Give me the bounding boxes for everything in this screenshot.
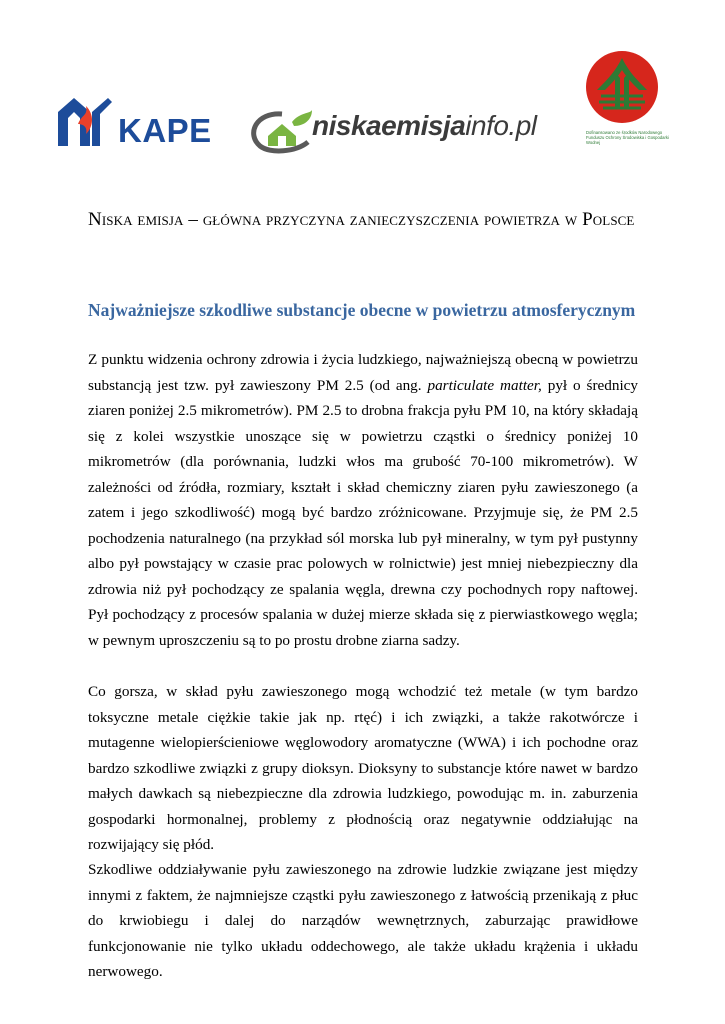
paragraph-1-after: pył o średnicy ziaren poniżej 2.5 mikrometrów). PM 2.5 to drobna frakcja pyłu PM 10, na który składają się z kolei wszystkie unoszące się w powietrzu cząstki o średnicy poniżej 10 mikrometrów (dla porównania, ludzki włos ma grubość 70-100 mikrometrów). W zależności od źródła, rozmiary, kształt i skład chemiczny ziaren pyłu zawieszonego (a zatem i jego szkodliwość) mogą być bardzo zróżnicowane. Przyjmuje się, że PM 2.5 pochodzenia naturalnego (na przykład sól morska lub pył mineralny, w tym pył pustynny albo pył powstający w czasie prac polowych w rolnictwie) jest mniej niebezpieczny dla zdrowia niż pył pochodzący ze spalania węgla, drewna czy pochodnych ropy naftowej. Pył pochodzący z procesów spalania w dużej mierze składa się z pierwiastkowego węgla; w pewnym uproszczeniu są to po prostu drobne ziarna sadzy. xyxy=(88,376,639,649)
paragraph-1-before: Z punktu widzenia ochrony zdrowia i życia ludzkiego, najważniejszą obecną w powietrzu substancją jest tzw. pył zawieszony PM 2.5 (od ang. xyxy=(88,351,638,394)
kape-logo-text: KAPE xyxy=(118,112,212,149)
nfosigw-logo-mark xyxy=(585,50,659,124)
niskaemisja-logo-text xyxy=(312,110,537,142)
logo-bar xyxy=(0,50,725,160)
paragraph-3: Szkodliwe oddziaływanie pyłu zawieszonego na zdrowie ludzkie związane jest między innymi z faktem, że najmniejsze cząstki pyłu zawieszonego z łatwością przenikają z płuc do krwiobiegu i dalej do narządów wewnętrznych, zaburzając prawidłowe funkcjonowanie nie tylko układu oddechowego, ale także układu krążenia i układu nerwowego. xyxy=(88,861,638,980)
niskaemisja-logo-light: info.pl xyxy=(465,110,537,141)
paragraph-1-italic: particulate matter, xyxy=(427,376,542,394)
document-title: Niska emisja – główna przyczyna zanieczyszczenia powietrza w Polsce xyxy=(88,209,635,230)
paragraph-1 xyxy=(88,347,638,653)
paragraph-2: Co gorsza, w skład pyłu zawieszonego mogą wchodzić też metale (w tym bardzo toksyczne metale ciężkie takie jak np. rtęć) i ich związki, a także rakotwórcze i mutagenne wielopierścieniowe węglowodory aromatyczne (WWA) i ich pochodne oraz bardzo szkodliwe związki z grupy dioksyn. Dioksyny to substancje które nawet w bardzo małych dawkach są niebezpieczne dla zdrowia ludzkiego, powodując m. in. zaburzenia gospodarki hormonalnej, problemy z płodnością oraz negatywnie oddziałując na rozwijający się płód. xyxy=(88,683,638,853)
nfosigw-caption: Dofinansowano ze środków Narodowego Funduszu Ochrony Środowiska i Gospodarki Wodnej xyxy=(586,130,669,145)
niskaemisja-logo-bold: niskaemisja xyxy=(312,110,466,141)
section-heading: Najważniejsze szkodliwe substancje obecne w powietrzu atmosferycznym xyxy=(88,300,636,320)
